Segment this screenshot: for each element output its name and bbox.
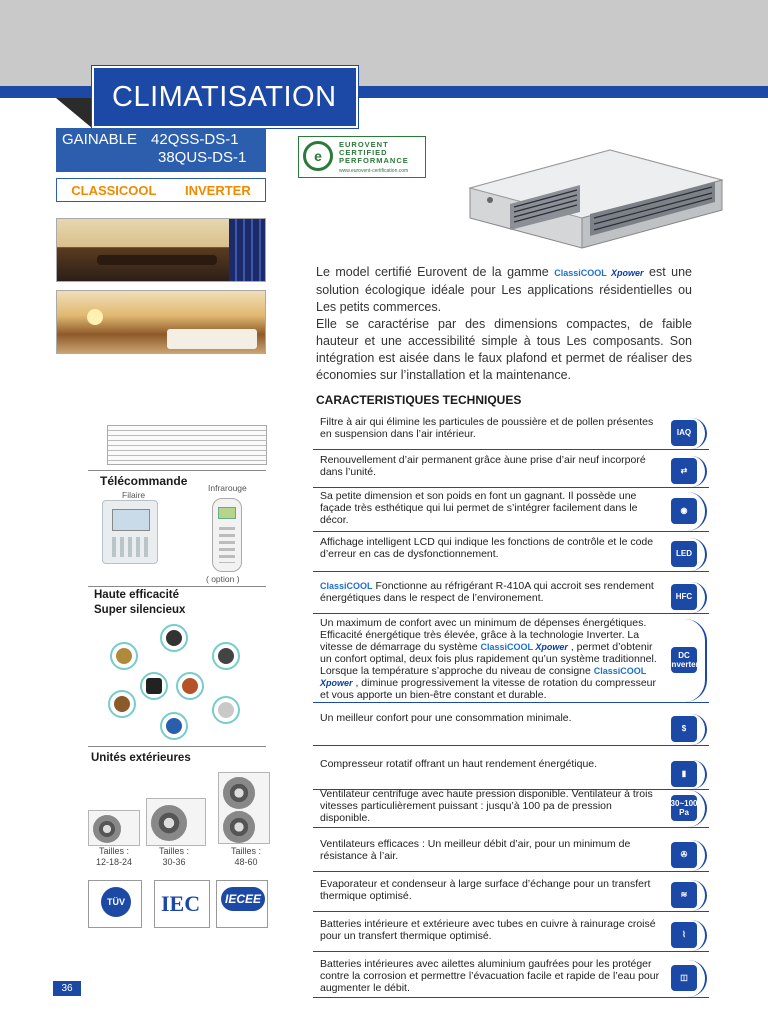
page-title: CLIMATISATION: [112, 80, 337, 113]
model-type: GAINABLE: [62, 131, 138, 148]
feature-row: Batteries intérieure et extérieure avec tubes en cuivre à rainurage croisé pour un transfert thermique optimisé. ⌇: [313, 918, 709, 952]
title-notch: [56, 98, 92, 128]
remote-title: Télécommande: [100, 474, 188, 488]
hotel-room-photo: [56, 290, 266, 354]
product-description: Le model certifié Eurovent de la gamme ClassiCOOL Xpower est une solution écologique idéale pour Les applications résidentielles ou Les petits commerces. Elle se caractérise par des dimensions compactes, de faible hauteur et une accessibilité simple à tous Les composants. Son intégration est aisée dans le faux plafond et permet de réaliser des économies sur l’installation et la maintenance.: [316, 265, 692, 382]
wired-remote-image: [102, 500, 158, 564]
aluminium-fin-icon: ◫: [671, 965, 697, 991]
eurovent-mark-icon: e: [303, 141, 333, 171]
page-number: 36: [53, 981, 81, 996]
compressor-image-icon: [160, 624, 188, 652]
classicool-xpower-logo: ClassiCOOL Xpower: [480, 642, 568, 652]
led-display-icon: LED: [671, 541, 697, 567]
ducted-unit-image: [460, 140, 728, 250]
pressure-icon: 30~100 Pa: [671, 795, 697, 821]
option-label: ( option ): [206, 574, 240, 584]
meeting-room-photo: [56, 218, 266, 282]
feature-row: Affichage intelligent LCD qui indique les fonctions de contrôle et le code d’erreur en cas de dysfonctionnement. LED: [313, 536, 709, 572]
feature-row: Un maximum de confort avec un minimum de dépenses énergétiques. Efficacité énergétique très élevée, grâce à la technologie Inverter. La vitesse de démarrage du système ClassiCOOL Xpower , permet d’obtenir un confort optimal, deux fois plus rapidement qu’un système traditionnel. Lorsque la température s’approche du niveau de consigne ClassiCOOL Xpower , diminue progressivement la vitesse de rotation du compresseur et vous apporte un bien-être constant et durable. DC Inverter: [313, 617, 709, 703]
feature-row: Compresseur rotatif offrant un haut rendement énergétique. ▮: [313, 758, 709, 790]
fan-blade-icon: [212, 696, 240, 724]
dc-inverter-icon: DC Inverter: [671, 647, 697, 673]
feature-row: Sa petite dimension et son poids en font un gagnant. Il possède une façade très esthétique qui lui permet de s’intégrer facilement dans le décor. ◉: [313, 490, 709, 532]
feature-row: Evaporateur et condenseur à large surface d’échange pour un transfert thermique optimisé. ≋: [313, 878, 709, 912]
model-code-outdoor: 38QUS-DS-1: [158, 149, 247, 166]
pcb-icon: [160, 712, 188, 740]
iec-logo: IEC: [154, 880, 210, 928]
hands-icon: [140, 672, 168, 700]
wired-label: Filaire: [122, 490, 146, 500]
iecee-logo: IECEE: [216, 880, 268, 928]
feature-row: ClassiCOOL Fonctionne au réfrigérant R-410A qui accroit ses rendement énergétiques dans le respect de l’environement. HFC: [313, 580, 709, 614]
feature-row: Ventilateur centrifuge avec haute pression disponible. Ventilateur à trois vitesses particulièrement puissant : jusqu’à 100 pa de pression disponible. 30~100 Pa: [313, 788, 709, 828]
outdoor-units-title: Unités extérieures: [91, 752, 191, 764]
size-label-medium: Tailles : 30-36: [158, 846, 189, 867]
model-code-indoor: 42QSS-DS-1: [151, 131, 239, 148]
rotary-compressor-icon: [212, 642, 240, 670]
classicool-xpower-logo: ClassiCOOL Xpower: [554, 268, 644, 278]
feature-row: Renouvellement d’air permanent grâce àune prise d’air neuf incorporé dans l’unité. ⇄: [313, 454, 709, 488]
silent-title: Super silencieux: [94, 604, 186, 616]
size-label-small: Tailles : 12-18-24: [95, 846, 133, 867]
feature-row: Filtre à air qui élimine les particules de poussière et de pollen présentes en suspension dans l’air intérieur. IAQ: [313, 416, 709, 450]
compressor-icon: ▮: [671, 761, 697, 787]
compact-icon: ◉: [671, 498, 697, 524]
outdoor-unit-small: [88, 810, 140, 846]
variant-classicool: CLASSICOOL: [71, 182, 157, 198]
feature-row: Batteries intérieures avec ailettes aluminium gaufrées pour les protéger contre la corrosion et permettre l’évacuation facile et rapide de l’eau pour augmenter le débit. ◫: [313, 958, 709, 998]
ir-label: Infrarouge: [208, 483, 247, 493]
feature-row: Un meilleur confort pour une consommation minimale. $: [313, 712, 709, 746]
feature-row: Ventilateurs efficaces : Un meilleur débit d’air, pour un minimum de résistance à l’air. ✇: [313, 838, 709, 872]
saving-icon: $: [671, 716, 697, 742]
classicool-logo: ClassiCOOL: [320, 581, 373, 591]
iaq-icon: IAQ: [671, 420, 697, 446]
fan-icon: ✇: [671, 842, 697, 868]
fresh-air-icon: ⇄: [671, 458, 697, 484]
heat-exchange-icon: ≋: [671, 882, 697, 908]
page-title-box: [92, 66, 358, 128]
specs-title: CARACTERISTIQUES TECHNIQUES: [316, 393, 522, 407]
grille-image: [107, 425, 267, 465]
outdoor-unit-large: [218, 772, 270, 844]
hfc-icon: HFC: [671, 584, 697, 610]
coil-image-icon: [108, 690, 136, 718]
size-label-large: Tailles : 48-60: [230, 846, 261, 867]
variant-inverter: INVERTER: [185, 182, 251, 198]
classicool-xpower-logo: ClassiCOOL Xpower: [320, 666, 647, 688]
ir-remote-image: [212, 498, 242, 572]
outdoor-unit-medium: [146, 798, 206, 846]
model-box: [56, 128, 266, 172]
motor-icon: [110, 642, 138, 670]
copper-coil-icon: ⌇: [671, 922, 697, 948]
eurovent-logo: e EUROVENT CERTIFIED PERFORMANCE www.eurovent-certification.com: [298, 136, 426, 178]
tuv-logo: TÜV: [88, 880, 142, 928]
variant-box: [56, 178, 266, 202]
efficiency-title: Haute efficacité: [94, 589, 180, 601]
copper-tube-icon: [176, 672, 204, 700]
